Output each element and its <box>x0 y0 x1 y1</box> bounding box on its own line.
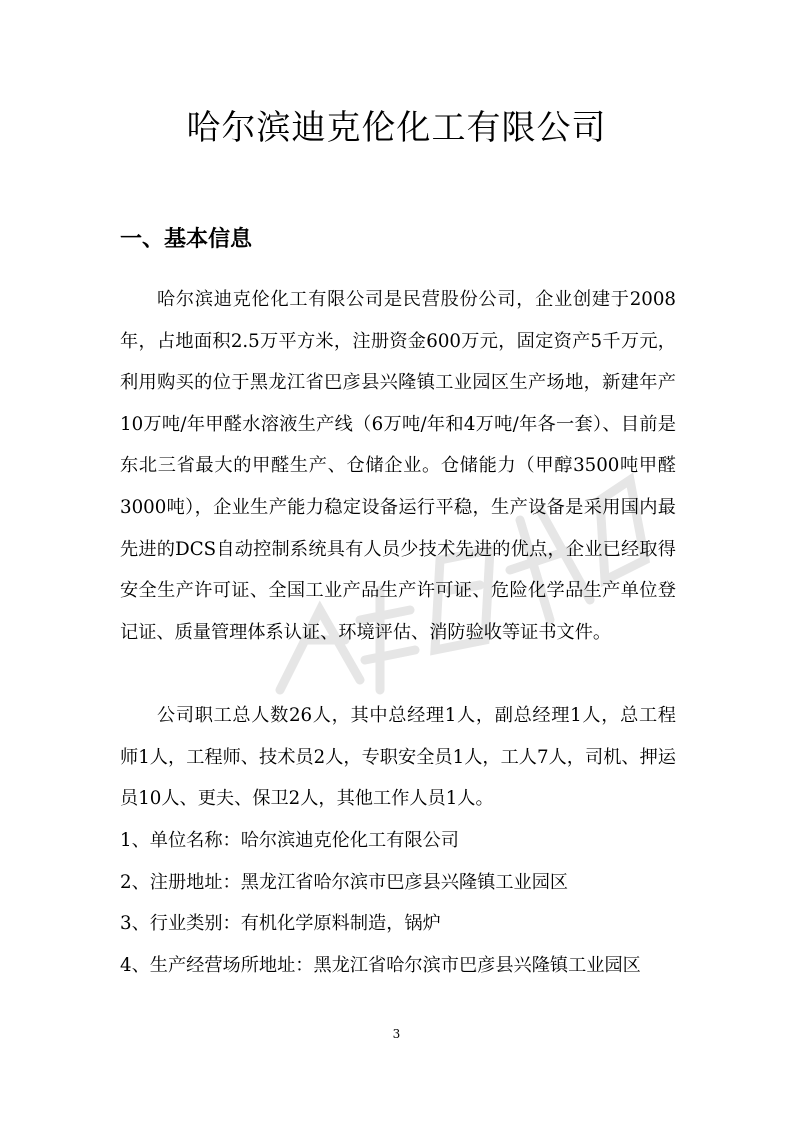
paragraph-company-overview: 哈尔滨迪克伦化工有限公司是民营股份公司，企业创建于2008年，占地面积2.5万平方米，注册资金600万元，固定资产5千万元，利用购买的位于黑龙江省巴彦县兴隆镇工业园区生产场地，新建年产10万吨/年甲醛水溶液生产线（6万吨/年和4万吨/年各一套）、目前是东北三省最大的甲醛生产、仓储企业。仓储能力（甲醇3500吨甲醛3000吨），企业生产能力稳定设备运行平稳，生产设备是采用国内最先进的DCS自动控制系统具有人员少技术先进的优点，企业已经取得安全生产许可证、全国工业产品生产许可证、危险化学品生产单位登记证、质量管理体系认证、环境评估、消防验收等证书文件。 <box>120 289 676 643</box>
list-item-registered-address: 2、注册地址：黑龙江省哈尔滨市巴彦县兴隆镇工业园区 <box>120 872 569 893</box>
list-item-industry-category: 3、行业类别：有机化学原料制造，锅炉 <box>120 913 441 934</box>
section-heading-basic-info: 一、基本信息 <box>120 227 253 252</box>
list-item-business-address: 4、生产经营场所地址：黑龙江省哈尔滨市巴彦县兴隆镇工业园区 <box>120 955 641 976</box>
paragraph-staff-count: 公司职工总人数26人，其中总经理1人，副总经理1人，总工程师1人，工程师、技术员2人，专职安全员1人，工人7人，司机、押运员10人、更夫、保卫2人，其他工作人员1人。 <box>120 705 676 810</box>
page-number: 3 <box>392 1027 401 1041</box>
list-item-company-name: 1、单位名称：哈尔滨迪克伦化工有限公司 <box>120 830 459 851</box>
document-title: 哈尔滨迪克伦化工有限公司 <box>186 108 607 148</box>
